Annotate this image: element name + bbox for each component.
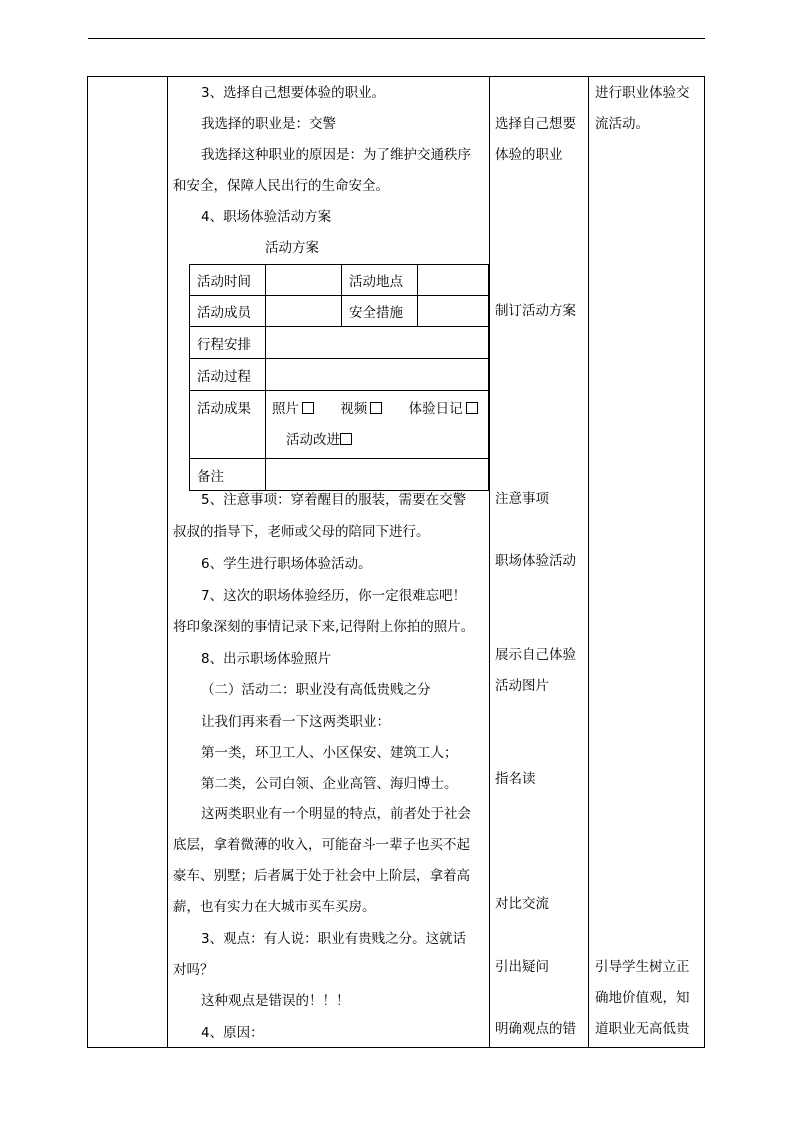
- header-rule: [88, 38, 705, 39]
- results-options-row: [272, 397, 478, 417]
- label-notes: 备注: [190, 459, 266, 491]
- step4-text: 4、职场体验活动方案: [201, 209, 332, 225]
- label-safety: 安全措施: [342, 296, 418, 327]
- step7-text-2: 将印象深刻的事情记录下来,记得附上你拍的照片。: [173, 619, 475, 635]
- improve-label: 活动改进: [286, 432, 340, 448]
- value-time: [266, 265, 342, 296]
- value-notes: [266, 459, 489, 491]
- label-members: 活动成员: [190, 296, 266, 327]
- show-text-1: 展示自己体验: [495, 647, 576, 663]
- type1-text: 第一类，环卫工人、小区保安、建筑工人；: [201, 745, 458, 761]
- plan-title: 活动方案: [265, 240, 319, 256]
- step5-text-2: 叔叔的指导下，老师或父母的陪同下进行。: [173, 524, 430, 540]
- value-safety: [418, 296, 489, 327]
- guide-text-2: 确地价值观，知: [595, 990, 690, 1006]
- my-choice-text: 我选择的职业是：交警: [201, 116, 336, 132]
- notes-text: 注意事项: [495, 491, 549, 507]
- wrong-text: 这种观点是错误的！！！: [201, 993, 350, 1009]
- diary-label: 体验日记: [408, 401, 463, 417]
- video-label: 视频: [340, 401, 368, 417]
- read-text: 指名读: [495, 771, 536, 787]
- column-divider-3: [588, 76, 589, 1048]
- label-time: 活动时间: [190, 265, 266, 296]
- question-text: 引出疑问: [495, 959, 549, 975]
- experience-text-1: 进行职业体验交: [595, 85, 690, 101]
- clarify-text: 明确观点的错: [495, 1021, 576, 1037]
- improve-checkbox[interactable]: [340, 433, 352, 445]
- reason-heading: 4、原因：: [201, 1025, 264, 1041]
- diary-checkbox[interactable]: [466, 402, 478, 414]
- feature-text-4: 薪，也有实力在大城市买车买房。: [173, 899, 376, 915]
- column-divider-2: [489, 76, 490, 1048]
- reason-text-1: 我选择这种职业的原因是：为了维护交通秩序: [201, 147, 471, 163]
- step8-text: 8、出示职场体验照片: [201, 651, 332, 667]
- step3-text: 3、选择自己想要体验的职业。: [201, 85, 386, 101]
- label-schedule: 行程安排: [190, 327, 266, 359]
- step7-text-1: 7、这次的职场体验经历，你一定很难忘吧！: [201, 588, 467, 604]
- view-text-1: 3、观点：有人说：职业有贵贱之分。这就话: [201, 931, 467, 947]
- guide-text-1: 引导学生树立正: [595, 959, 690, 975]
- photo-checkbox[interactable]: [302, 402, 314, 414]
- experience-text-2: 流活动。: [595, 116, 649, 132]
- reason-text-2: 和安全，保障人民出行的生命安全。: [173, 178, 389, 194]
- label-place: 活动地点: [342, 265, 418, 296]
- compare-text: 对比交流: [495, 896, 549, 912]
- video-checkbox[interactable]: [370, 402, 382, 414]
- label-results: 活动成果: [190, 391, 266, 459]
- look-text: 让我们再来看一下这两类职业：: [201, 714, 390, 730]
- value-process: [266, 359, 489, 391]
- show-text-2: 活动图片: [495, 678, 549, 694]
- choose-text-2: 体验的职业: [495, 147, 563, 163]
- photo-label: 照片: [272, 401, 299, 417]
- column-divider-1: [167, 76, 168, 1048]
- make-plan-text: 制订活动方案: [495, 303, 576, 319]
- activity-plan-table: [189, 264, 489, 491]
- feature-text-3: 豪车、别墅；后者属于处于社会中上阶层，拿着高: [173, 868, 470, 884]
- feature-text-2: 底层，拿着微薄的收入，可能奋斗一辈子也买不起: [173, 837, 470, 853]
- value-members: [266, 296, 342, 327]
- improve-option: [286, 428, 352, 448]
- value-schedule: [266, 327, 489, 359]
- value-results: [266, 391, 489, 459]
- value-place: [418, 265, 489, 296]
- activity-text: 职场体验活动: [495, 553, 576, 569]
- feature-text-1: 这两类职业有一个明显的特点，前者处于社会: [201, 806, 471, 822]
- view-text-2: 对吗？: [173, 962, 214, 978]
- choose-text-1: 选择自己想要: [495, 116, 576, 132]
- step6-text: 6、学生进行职场体验活动。: [201, 556, 372, 572]
- guide-text-3: 道职业无高低贵: [595, 1021, 690, 1037]
- type2-text: 第二类，公司白领、企业高管、海归博士。: [201, 776, 458, 792]
- step5-text-1: 5、注意事项：穿着醒目的服装，需要在交警: [201, 492, 467, 508]
- label-process: 活动过程: [190, 359, 266, 391]
- activity2-heading: （二）活动二：职业没有高低贵贱之分: [201, 682, 431, 698]
